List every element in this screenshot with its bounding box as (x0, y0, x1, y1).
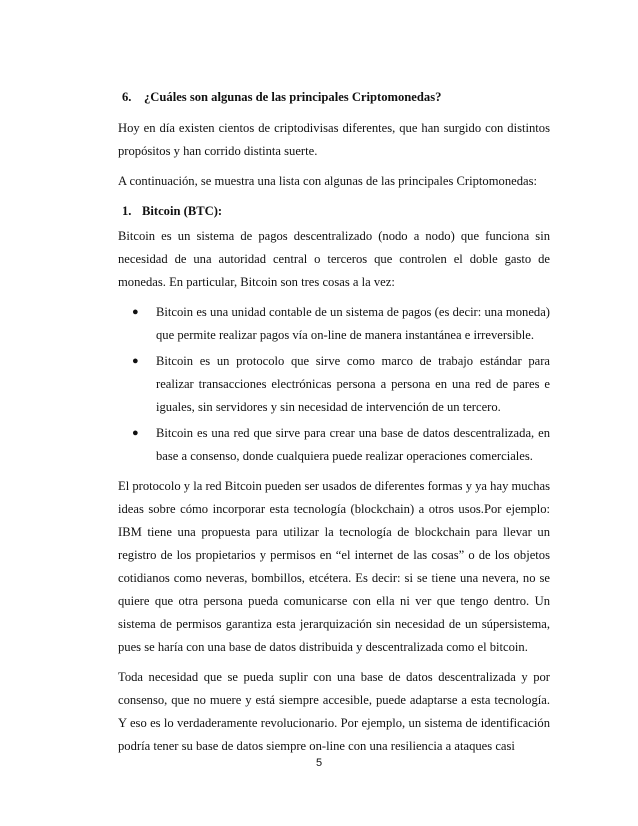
bullet-text: Bitcoin es un protocolo que sirve como marco de trabajo estándar para realizar transacciones electrónicas persona a persona en una red de pares e iguales, sin servidores y sin necesidad de intervención de un tercero. (156, 354, 550, 414)
bullet-text: Bitcoin es una red que sirve para crear una base de datos descentralizada, en base a consenso, donde cualquiera puede realizar operaciones comerciales. (156, 426, 550, 463)
bullet-icon: ● (132, 306, 139, 318)
bullet-item (118, 350, 550, 419)
page-content (118, 86, 550, 765)
subsection-number: 1. (122, 204, 132, 218)
bullet-item (118, 301, 550, 347)
bitcoin-bullet-list (118, 301, 550, 468)
bullet-item (118, 422, 550, 468)
bitcoin-paragraph: Bitcoin es un sistema de pagos descentralizado (nodo a nodo) que funciona sin necesidad de una autoridad central o terceros que controlen el doble gasto de monedas. En particular, Bitcoin son tres cosas a la vez: (118, 229, 550, 289)
intro-paragraph: Hoy en día existen cientos de criptodivisas diferentes, que han surgido con distintos propósitos y han corrido distinta suerte. (118, 121, 550, 158)
subsection-title: Bitcoin (BTC): (142, 204, 223, 218)
bullet-icon: ● (132, 427, 139, 439)
section-title: ¿Cuáles son algunas de las principales Criptomonedas? (144, 90, 442, 104)
page-number: 5 (315, 757, 323, 769)
list-intro-paragraph: A continuación, se muestra una lista con algunas de las principales Criptomonedas: (118, 174, 537, 188)
section-heading (118, 86, 550, 109)
final-paragraph: Toda necesidad que se pueda suplir con una base de datos descentralizada y por consenso, que no muere y está siempre accesible, puede adaptarse a esta tecnología. Y eso es lo verdaderamente revolucionario. Por ejemplo, un sistema de identificación podría tener su base de datos siempre on-line con una resiliencia a ataques casi (118, 670, 550, 753)
section-number: 6. (122, 90, 132, 104)
bullet-text: Bitcoin es una unidad contable de un sistema de pagos (es decir: una moneda) que permite realizar pagos vía on-line de manera instantánea e irreversible. (156, 305, 550, 342)
subsection-heading (118, 200, 550, 223)
bullet-icon: ● (132, 355, 139, 367)
protocol-paragraph: El protocolo y la red Bitcoin pueden ser usados de diferentes formas y ya hay muchas ideas sobre cómo incorporar esta tecnología (blockchain) a otros usos.Por ejemplo: IBM tiene una propuesta para utilizar la tecnología de blockchain para llevar un registro de los propietarios y permisos en “el internet de las cosas” o de los objetos cotidianos como neveras, bombillos, etcétera. Es decir: si se tiene una nevera, no se quiere que otra persona pueda comunicarse con ella ni ver que tengo dentro. Un sistema de permisos garantiza esta jerarquización sin necesidad de un súpersistema, pues se haría con una base de datos distribuida y descentralizada como el bitcoin. (118, 479, 550, 654)
